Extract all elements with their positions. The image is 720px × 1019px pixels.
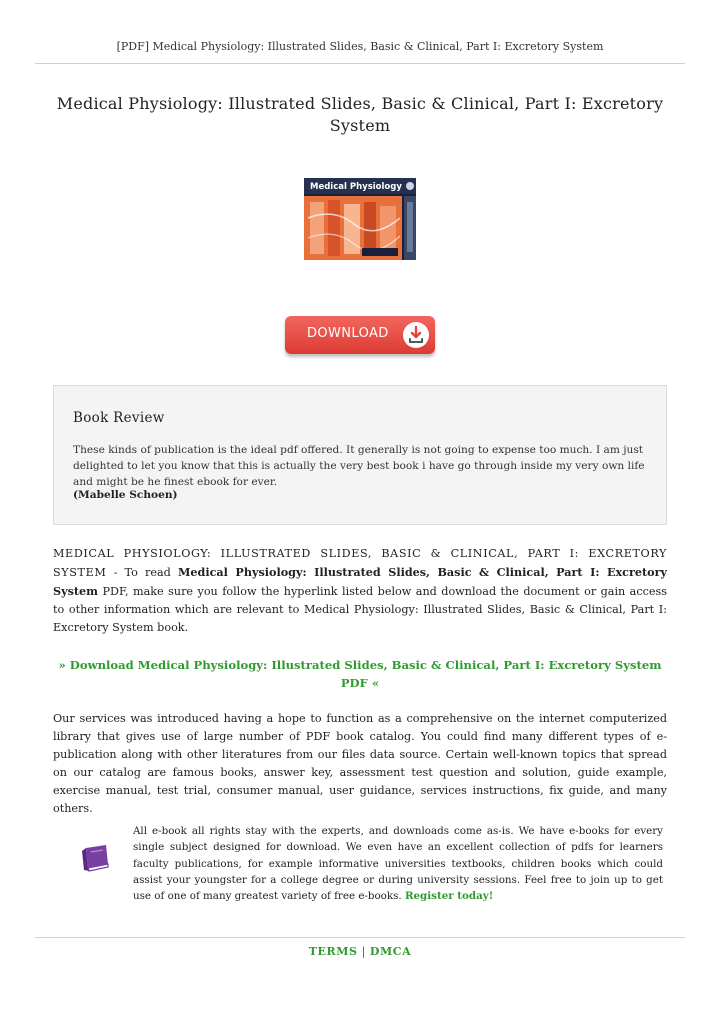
intro-paragraph [53, 545, 667, 637]
intro-bold-title: Medical Physiology: Illustrated Slides, Basic & Clinical, Part I: Excretory System [53, 565, 668, 598]
book-cover [304, 178, 416, 260]
book-icon [78, 842, 112, 876]
intro-caps-title: MEDICAL PHYSIOLOGY: ILLUSTRATED SLIDES, BASIC & CLINICAL, PART I: EXCRETORY SYSTEM [53, 547, 667, 579]
intro-rest: PDF, make sure you follow the hyperlink listed below and download the document or gain access to other information which are relevant to Medical Physiology: Illustrated Slides, Basic & Clinical, Part I: Excretory System book. [53, 585, 667, 634]
cover-title: Medical Physiology [310, 182, 402, 192]
register-link[interactable]: Register today! [404, 890, 494, 903]
download-button[interactable] [285, 316, 435, 354]
terms-link[interactable]: TERMS [308, 945, 358, 958]
page-title: Medical Physiology: Illustrated Slides, Basic & Clinical, Part I: Excretory System [56, 94, 664, 135]
ebook-text: All e-book all rights stay with the experts, and downloads come as-is. We have e-books for every single subject designed for download. We even have an excellent collection of pdfs for learners faculty publications, for example informative universities textbooks, children books which could assist your youngster for a college degree or during university sessions. Feel free to join up to get use of one of many greatest variety of free e-books. [133, 825, 663, 903]
review-text: These kinds of publication is the ideal pdf offered. It generally is not going to expense too much. I am just delighted to let you know that this is actually the very best book i have go through inside my very own life and might be he finest ebook for ever. [73, 444, 645, 488]
ebook-paragraph [133, 823, 663, 904]
page-header: [PDF] Medical Physiology: Illustrated Slides, Basic & Clinical, Part I: Excretory System [116, 40, 604, 53]
download-button-label: DOWNLOAD [307, 326, 389, 341]
footer-divider [35, 937, 685, 938]
dmca-link[interactable]: DMCA [369, 945, 412, 958]
header-divider [35, 63, 685, 64]
footer [0, 945, 720, 958]
download-pdf-link[interactable]: » Download Medical Physiology: Illustrated Slides, Basic & Clinical, Part I: Excretory System PDF « [58, 658, 662, 690]
review-heading: Book Review [73, 410, 165, 426]
review-author: (Mabelle Schoen) [73, 489, 178, 501]
services-paragraph: Our services was introduced having a hope to function as a comprehensive on the internet computerized library that gives use of large number of PDF book catalog. You could find many different types of e-publication along with other literatures from our files data source. Certain well-known topics that spread on our catalog are famous books, answer key, assessment test question and solution, guide example, exercise manual, test trial, consumer manual, user guidance, services instructions, fix guide, and many others. [53, 712, 667, 815]
book-review-box [53, 385, 667, 525]
download-icon [403, 322, 429, 348]
footer-separator: | [361, 945, 366, 958]
intro-lead: - To read [106, 566, 179, 579]
